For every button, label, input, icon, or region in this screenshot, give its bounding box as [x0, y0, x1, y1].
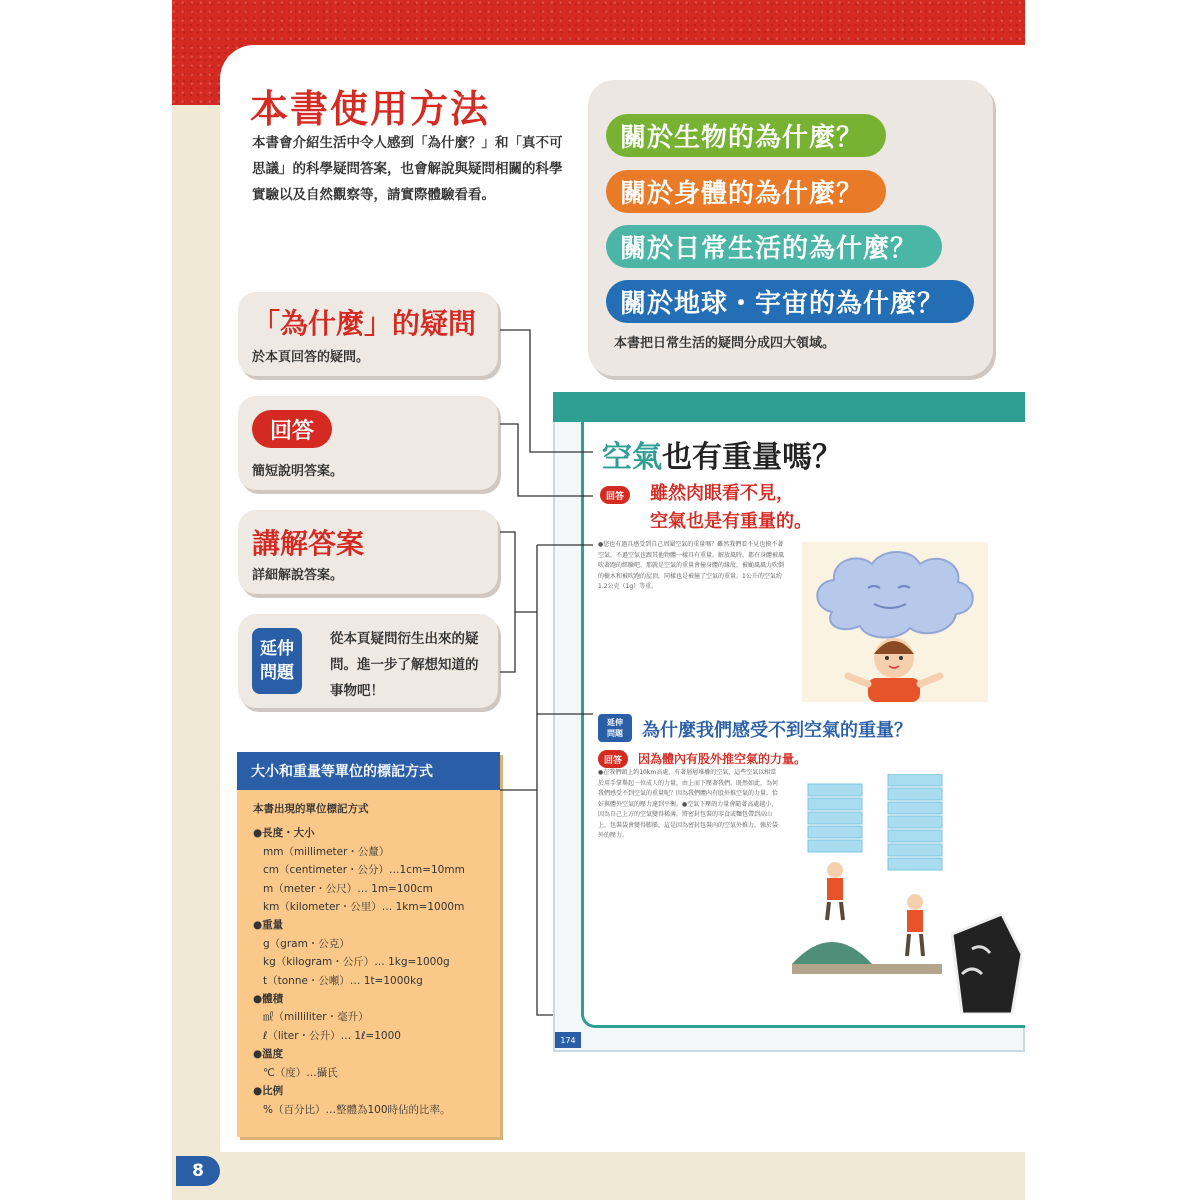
units-panel — [237, 752, 500, 1137]
cloud-child-illustration — [802, 542, 988, 702]
units-line: %（百分比）…整體為100時佔的比率。 — [263, 1103, 451, 1116]
sample-extend-title: 為什麼我們感受不到空氣的重量？ — [642, 720, 912, 741]
units-line: ㎖（milliliter・毫升） — [263, 1011, 369, 1024]
explain-title: 講解答案 — [252, 527, 365, 560]
extend-badge — [252, 628, 302, 694]
units-section-name: ●體積 — [253, 993, 284, 1006]
bottom-margin-band — [172, 1152, 1025, 1200]
extend-box — [238, 614, 498, 708]
units-header: 大小和重量等單位的標記方式 — [237, 752, 500, 790]
units-section-name: ●比例 — [253, 1085, 284, 1098]
sample-answer-text — [650, 480, 812, 536]
answer-badge: 回答 — [252, 410, 332, 448]
sample-page-sheet — [581, 422, 1025, 1028]
sample-page-preview — [553, 392, 1025, 1060]
explain-desc: 詳細解說答案。 — [252, 568, 344, 583]
units-line: t（tonne・公噸）… 1t=1000kg — [263, 974, 423, 987]
category-body: 關於身體的為什麼？ — [606, 170, 886, 213]
units-line: m（meter・公尺）… 1m=100cm — [263, 882, 433, 895]
sample-title-rest: 也有重量嗎？ — [662, 440, 842, 475]
why-question-title: 「為什麼」的疑問 — [252, 307, 477, 340]
units-body — [253, 800, 493, 1119]
explain-box — [238, 510, 498, 594]
answer-desc: 簡短說明答案。 — [252, 464, 344, 479]
sample-body-text-1: ●您也有過具感受到自己周圍空氣的重量嗎？雖然我們看不見也摸不著空氣，不過空氣也跟其他物體一樣具有重量。解放風時，都有身體被風吹著跑的經驗吧，那就是空氣的重量會撞身體的緣故，被颱風風力吹倒的樹木和被吹跑的屋頂，同樣也是被撞了空氣的重量。1公升的空氣約1.2公克（1g）等重。 — [598, 541, 785, 590]
sample-teal-band — [553, 392, 1025, 422]
units-line: km（kilometer・公里）… 1km=1000m — [263, 901, 465, 914]
units-section-name: ●溫度 — [253, 1048, 284, 1061]
category-earth-universe: 關於地球・宇宙的為什麼？ — [606, 280, 974, 323]
sample-answer-badge: 回答 — [600, 486, 630, 504]
sample-title-highlight: 空氣 — [602, 440, 662, 475]
left-margin-band — [172, 105, 220, 1200]
category-panel — [588, 80, 993, 376]
sample-extend-badge — [598, 714, 632, 742]
category-daily-life: 關於日常生活的為什麼？ — [606, 225, 942, 268]
sample-answer-text-2: 因為體內有股外推空氣的力量。 — [638, 752, 807, 766]
units-line: g（gram・公克） — [263, 937, 350, 950]
intro-paragraph: 本書會介紹生活中令人感到「為什麼？」和「真不可思議」的科學疑問答案，也會解說與疑問相關的科學實驗以及自然觀察等，請實際體驗看看。 — [252, 135, 563, 203]
category-note: 本書把日常生活的疑問分成四大領域。 — [614, 336, 836, 351]
extend-badge-line2: 問題 — [260, 663, 294, 683]
answer-box — [238, 396, 498, 490]
units-line: ℃（度）…攝氏 — [263, 1066, 338, 1079]
units-line: mm（millimeter・公釐） — [263, 845, 390, 858]
units-line: kg（kilogram・公斤）… 1kg=1000g — [263, 956, 450, 969]
sample-title — [602, 432, 842, 476]
extend-desc: 從本頁疑問衍生出來的疑問。進一步了解想知道的事物吧！ — [330, 631, 479, 699]
sample-answer-line2: 空氣也是有重量的。 — [650, 511, 812, 532]
sample-body-text-2: ●在我們頭上約10km高處，有著層層堆疊的空氣，這些空氣以相當於用手掌舉起一位成人的力量，由上而下壓著我們。既然如此，為何我們感受不到空氣的重量呢？因為我們體內有股外推空氣的力量，恰好與體外空氣的壓力達到平衡。●空氣下壓的力量會隨著高處越小，因為自己上方的空氣變得稀薄。將密封包裝的零食或麵包帶到高山上，包裝袋會變得膨脹，這是因為密封包裝內的空氣外推力，強於袋外的壓力。 — [598, 769, 779, 839]
why-question-box — [238, 292, 498, 376]
sample-extend-badge-line1: 延伸 — [607, 718, 623, 727]
air-pressure-illustration — [792, 774, 1022, 1014]
category-biology: 關於生物的為什麼？ — [606, 114, 886, 157]
units-section-name: ●重量 — [253, 919, 284, 932]
why-question-desc: 於本頁回答的疑問。 — [252, 350, 370, 365]
units-line: cm（centimeter・公分）…1cm=10mm — [263, 864, 465, 877]
extend-badge-line1: 延伸 — [260, 639, 294, 659]
page-title: 本書使用方法 — [250, 87, 491, 131]
page-number: 8 — [176, 1156, 220, 1186]
sample-extend-badge-line2: 問題 — [607, 729, 623, 738]
units-line: ℓ（liter・公升）… 1ℓ=1000 — [263, 1029, 401, 1042]
sample-answer-line1: 雖然肉眼看不見， — [650, 483, 794, 504]
sample-page-number: 174 — [555, 1032, 581, 1048]
units-section-name: ●長度・大小 — [253, 827, 315, 840]
units-intro: 本書出現的單位標記方式 — [253, 803, 369, 815]
sample-answer-badge-2: 回答 — [598, 750, 628, 768]
